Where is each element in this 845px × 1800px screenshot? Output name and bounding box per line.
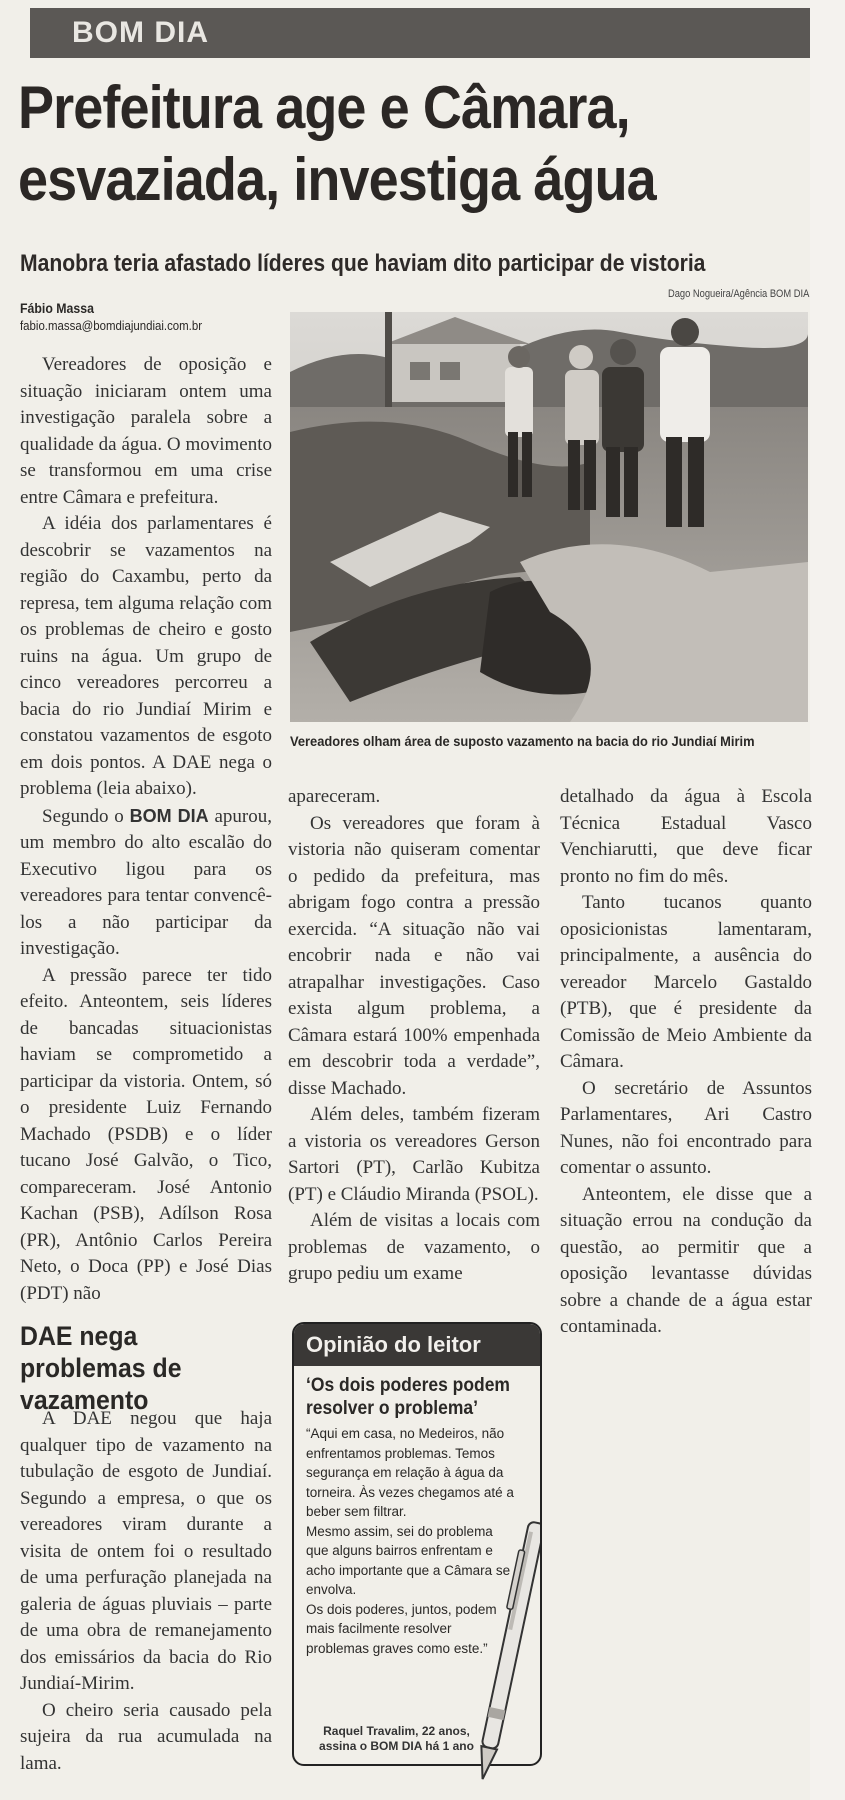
article-paragraph: A pressão parece ter tido efeito. Anteontem, seis líderes de bancadas situacionistas haviam se comprometido a participar da vistoria. Ontem, só o presidente Luiz Fernando Machado (PSDB) e o líder tucano José Galvão, o Tico, compareceram. José Antonio Kachan (PSB), Adílson Rosa (PR), Antônio Carlos Pereira Neto, o Doca (PP) e José Dias (PDT) não [20, 964, 272, 1304]
opinion-header: Opinião do leitor [294, 1324, 540, 1366]
article-paragraph: detalhado da água à Escola Técnica Estadual Vasco Venchiarutti, que deve ficar pronto no fim do mês. [560, 786, 812, 887]
opinion-paragraph: Os dois poderes, juntos, podem mais facilmente resolver problemas graves como este.” [306, 1601, 497, 1656]
photo-illustration [290, 312, 808, 722]
article-paragraph: Os vereadores que foram à vistoria não quiseram comentar o pedido da prefeitura, mas abrigam fogo contra a pressão exercida. “A situação não vai encobrir nada e não vai atrapalhar investigações. Caso exista algum problema, a Câmara estará 100% empenhada em descobrir toda a verdade”, disse Machado. [288, 812, 540, 1099]
article-paragraph: Além deles, também fizeram a vistoria os vereadores Gerson Sartori (PT), Carlão Kubitza (PT) e Cláudio Miranda (PSOL). [288, 1104, 540, 1205]
pen-icon [480, 1510, 540, 1790]
photo-caption: Vereadores olham área de suposto vazamento na bacia do rio Jundiaí Mirim [290, 733, 755, 749]
author-email: fabio.massa@bomdiajundiai.com.br [20, 318, 203, 333]
brand-name: BOM DIA [129, 805, 209, 826]
article-paragraph: A idéia dos parlamentares é descobrir se vazamentos na região do Caxambu, perto da represa, tem alguma relação com os problemas de cheiro e gosto ruins na água. Um grupo de cinco vereadores percorreu a bacia do rio Jundiaí Mirim e constatou vazamentos de esgoto em dois pontos. A DAE nega o problema (leia abaixo). [20, 513, 272, 799]
headline [18, 72, 729, 216]
article-paragraph: O secretário de Assuntos Parlamentares, Ari Castro Nunes, não foi encontrado para comentar o assunto. [560, 1077, 812, 1178]
news-photo [290, 312, 808, 722]
opinion-paragraph: “Aqui em casa, no Medeiros, não enfrentamos problemas. Temos segurança em relação à água da torneira. Às vezes chegamos até a beber sem filtrar. [306, 1426, 514, 1519]
sidebar-title: DAE nega problemas de vazamento [20, 1321, 182, 1415]
byline [20, 300, 202, 333]
sidebar-paragraph: A DAE negou que haja qualquer tipo de vazamento na tubulação de esgoto de Jundiaí. Segundo a empresa, o que os vereadores viram durante a visita de ontem foi o resultado de uma perfuração planejada na galeria de águas pluviais – parte de uma obra de remanejamento dos emissários da bacia do Rio Jundiaí-Mirim. [20, 1408, 272, 1694]
sidebar-paragraph: O cheiro seria causado pela sujeira da rua acumulada na lama. [20, 1699, 272, 1774]
text-run: apurou, um membro do alto escalão do Executivo ligou para os vereadores para tentar convencê-los a não participar da investigação. [20, 805, 273, 959]
article-column-3 [560, 784, 812, 1341]
text-run: Segundo o [42, 805, 130, 827]
headline-line-1: Prefeitura age e Câmara, [18, 74, 630, 141]
author-name: Fábio Massa [20, 300, 94, 316]
signature-name: Raquel Travalim, 22 anos, [323, 1724, 470, 1738]
opinion-paragraph: Mesmo assim, sei do problema que alguns bairros enfrentam e acho importante que a Câmara se envolva. [306, 1523, 511, 1597]
article-paragraph: Vereadores de oposição e situação iniciaram ontem uma investigação paralela sobre a qualidade da água. O movimento se transformou em uma crise entre Câmara e prefeitura. [20, 354, 272, 508]
sidebar-article [20, 1406, 272, 1777]
article-paragraph: Além de visitas a locais com problemas de vazamento, o grupo pediu um exame [288, 1210, 540, 1284]
opinion-signature [294, 1724, 499, 1754]
article-paragraph: Anteontem, ele disse que a situação errou na condução da questão, ao permitir que a oposição levantasse dúvidas sobre a chande de a água estar contaminada. [560, 1183, 812, 1337]
signature-subscriber: assina o BOM DIA há 1 ano [319, 1739, 474, 1753]
section-header: BOM DIA [30, 8, 810, 58]
subheadline: Manobra teria afastado líderes que haviam dito participar de vistoria [20, 250, 706, 277]
article-paragraph [20, 803, 272, 963]
headline-line-2: esvaziada, investiga água [18, 146, 656, 213]
photo-credit: Dago Nogueira/Agência BOM DIA [667, 288, 809, 300]
article-paragraph: Tanto tucanos quanto oposicionistas lamentaram, principalmente, a ausência do vereador Marcelo Gastaldo (PTB), que é presidente da Comissão de Meio Ambiente da Câmara. [560, 892, 812, 1072]
opinion-title: ‘Os dois poderes podem resolver o problema’ [306, 1375, 510, 1419]
article-paragraph: apareceram. [288, 786, 381, 807]
article-column-2 [288, 784, 540, 1288]
article-column-1 [20, 352, 272, 1307]
